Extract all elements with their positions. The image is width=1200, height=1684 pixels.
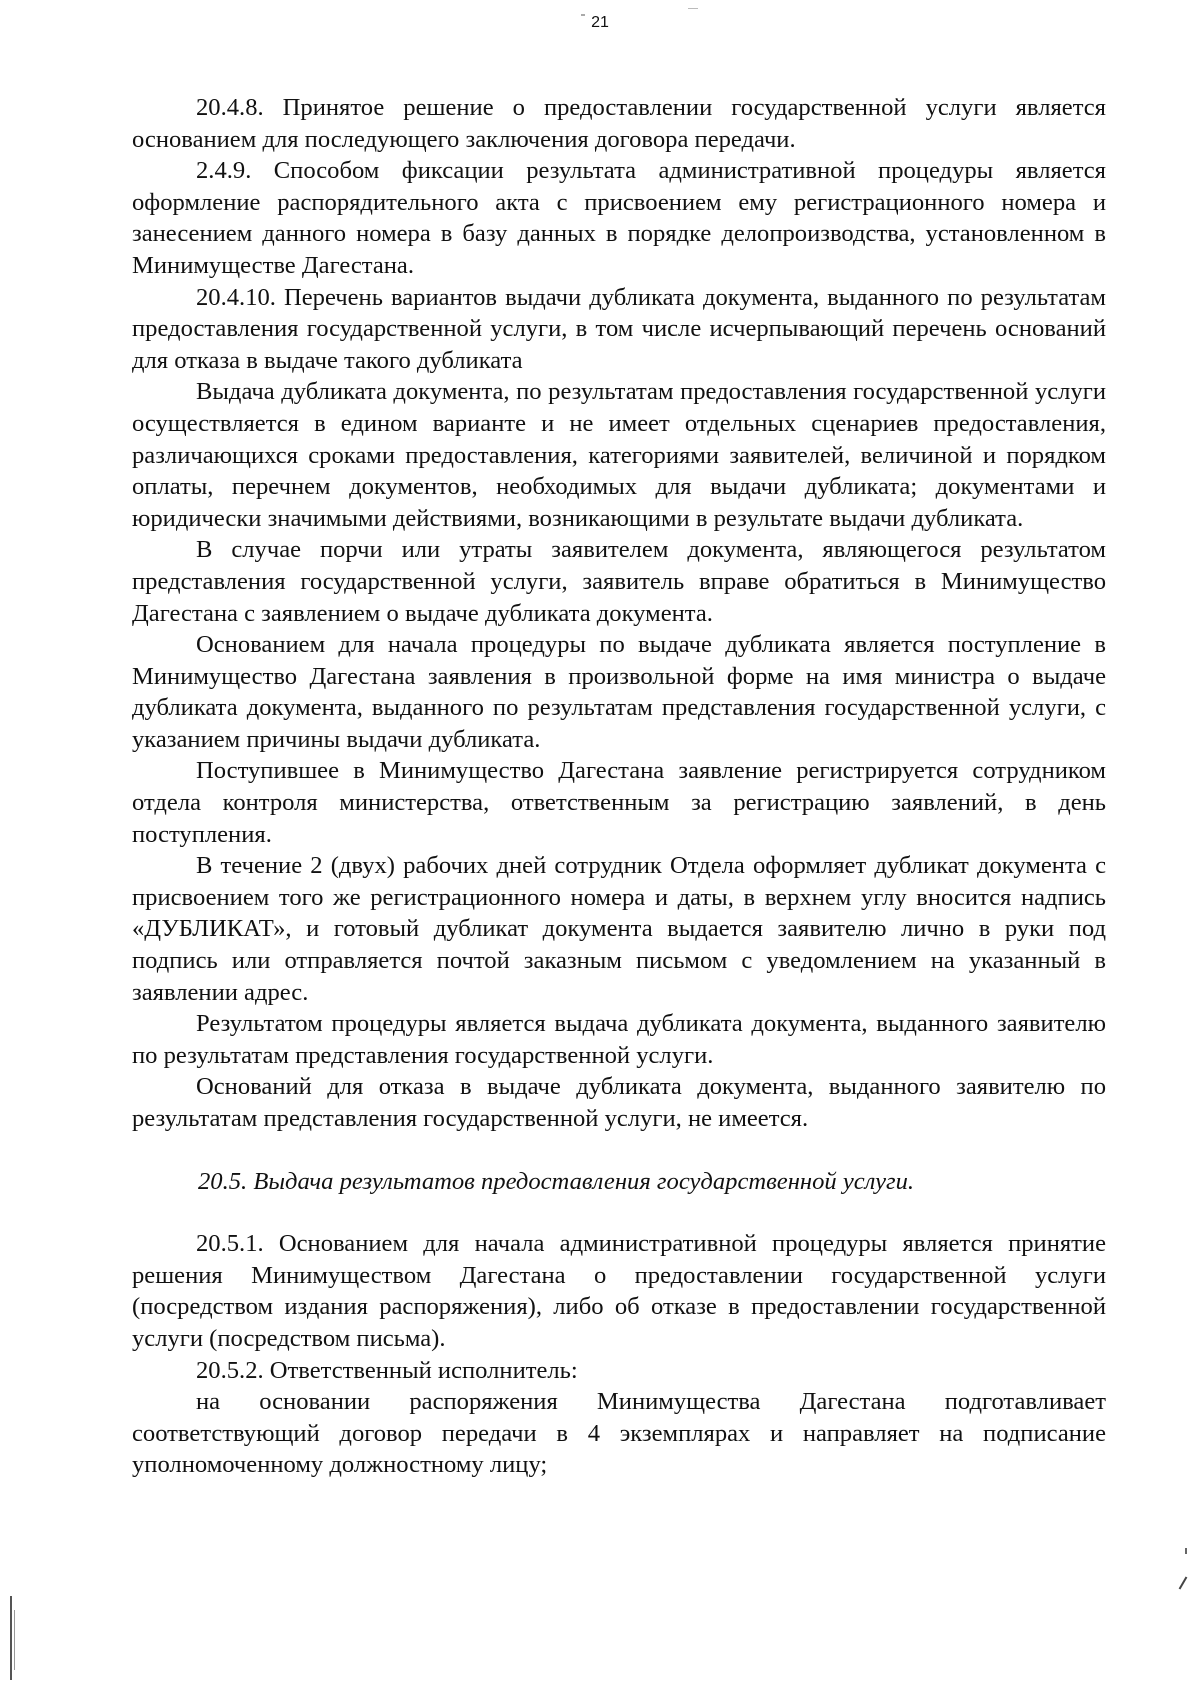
paragraph-20-4-10: 20.4.10. Перечень вариантов выдачи дубликата документа, выданного по результатам предоставления государственной услуги, в том числе исчерпывающий перечень оснований для отказа в выдаче такого дубликата <box>132 283 1106 374</box>
paragraph-registration: Поступившее в Минимущество Дагестана заявление регистрируется сотрудником отдела контроля министерства, ответственным за регистрацию заявлений, в день поступления. <box>132 757 1106 848</box>
document-body <box>132 92 1106 1481</box>
paragraph-duplicate-issue: В течение 2 (двух) рабочих дней сотрудник Отдела оформляет дубликат документа с присвоением того же регистрационного номера и даты, в верхнем углу вносится надпись «ДУБЛИКАТ», и готовый дубликат документа выдается заявителю лично в руки под подпись или отправляется почтой заказным письмом с уведомлением на указанный в заявлении адрес. <box>132 852 1106 1006</box>
paragraph-20-5-2: 20.5.2. Ответственный исполнитель: <box>196 1356 578 1384</box>
scan-artifact <box>581 14 585 16</box>
paragraph-contract-preparation: на основании распоряжения Минимущества Дагестана подготавливает соответствующий договор передачи в 4 экземплярах и направляет на подписание уполномоченному должностному лицу; <box>132 1388 1106 1479</box>
paragraph-duplicate-variant: Выдача дубликата документа, по результатам предоставления государственной услуги осуществляется в едином варианте и не имеет отдельных сценариев предоставления, различающихся сроками предоставления, категориями заявителей, величиной и порядком оплаты, перечнем документов, необходимых для выдачи дубликата; документами и юридически значимыми действиями, возникающими в результате выдачи дубликата. <box>132 378 1106 532</box>
paragraph-procedure-basis: Основанием для начала процедуры по выдаче дубликата является поступление в Минимущество Дагестана заявления в произвольной форме на имя министра о выдаче дубликата документа, выданного по результатам представления государственной услуги, с указанием причины выдачи дубликата. <box>132 631 1106 753</box>
scan-artifact <box>14 1610 15 1670</box>
paragraph-procedure-result: Результатом процедуры является выдача дубликата документа, выданного заявителю по результатам представления государственной услуги. <box>132 1010 1106 1069</box>
scan-artifact <box>10 1596 12 1680</box>
spacer <box>132 1135 1106 1166</box>
scan-artifact <box>688 8 698 9</box>
scan-artifact <box>1179 1576 1188 1589</box>
page-number: 21 <box>591 14 609 31</box>
scan-artifact <box>1185 1548 1187 1554</box>
paragraph-20-4-8: 20.4.8. Принятое решение о предоставлении государственной услуги является основанием для последующего заключения договора передачи. <box>132 94 1106 153</box>
paragraph-damage-or-loss: В случае порчи или утраты заявителем документа, являющегося результатом представления государственной услуги, заявитель вправе обратиться в Минимущество Дагестана с заявлением о выдаче дубликата документа. <box>132 536 1106 627</box>
spacer <box>132 1197 1106 1228</box>
paragraph-2-4-9: 2.4.9. Способом фиксации результата административной процедуры является оформление распорядительного акта с присвоением ему регистрационного номера и занесением данного номера в базу данных в порядке делопроизводства, установленном в Минимуществе Дагестана. <box>132 157 1106 279</box>
paragraph-20-5-1: 20.5.1. Основанием для начала административной процедуры является принятие решения Минимуществом Дагестана о предоставлении государственной услуги (посредством издания распоряжения), либо об отказе в предоставлении государственной услуги (посредством письма). <box>132 1230 1106 1352</box>
paragraph-no-refusal-grounds: Оснований для отказа в выдаче дубликата документа, выданного заявителю по результатам представления государственной услуги, не имеется. <box>132 1073 1106 1132</box>
section-heading-20-5: 20.5. Выдача результатов предоставления государственной услуги. <box>198 1167 915 1195</box>
